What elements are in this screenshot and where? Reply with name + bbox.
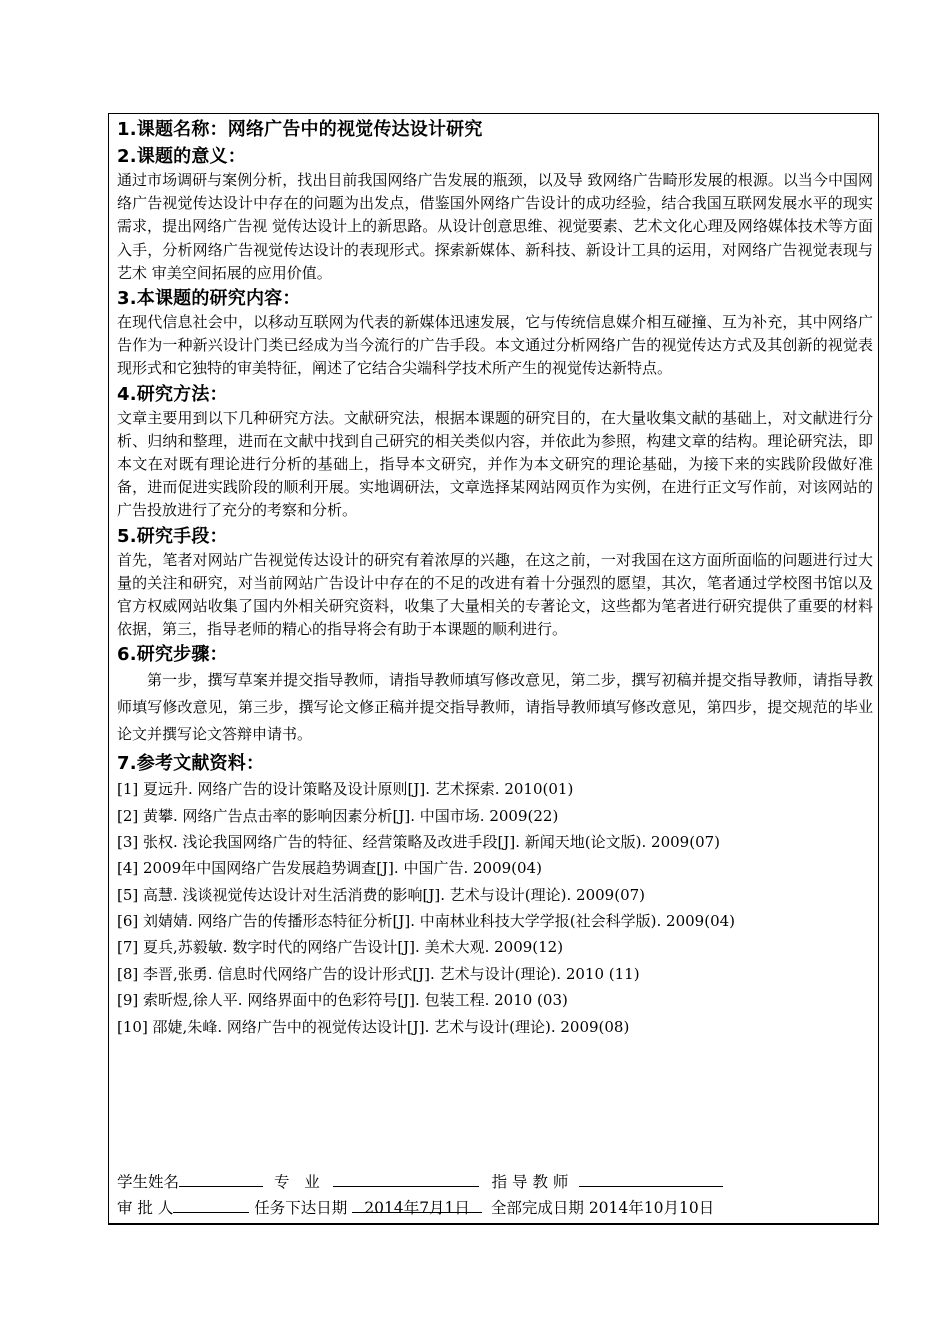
signature-row [117, 1170, 723, 1192]
section-body: 第一步，撰写草案并提交指导教师，请指导教师填写修改意见，第二步，撰写初稿并提交指导教师，请指导教师填写修改意见，第三步，撰写论文修正稿并提交指导教师，请指导教师填写修改意见，第四步，提交规范的毕业论文并撰写论文答辩申请书。 [117, 671, 873, 744]
section-body: 首先，笔者对网站广告视觉传达设计的研究有着浓厚的兴趣，在这之前，一对我国在这方面所面临的问题进行过大量的关注和研究，对当前网站广告设计中存在的不足的改进有着十分强烈的愿望，其次，笔者通过学校图书馆以及官方权威网站收集了国内外相关研究资料，收集了大量相关的专著论文，这些都为笔者进行研究提供了重要的材料依据，第三，指导老师的精心的指导将会有助于本课题的顺利进行。 [117, 550, 873, 639]
section-methods [117, 383, 873, 523]
advisor-label: 指 导 教 师 [491, 1173, 569, 1191]
assign-date-value [352, 1196, 482, 1217]
section-content [117, 287, 873, 381]
reference-item: [4] 2009年中国网络广告发展趋势调查[J]. 中国广告. 2009(04) [117, 859, 542, 878]
task-document [117, 118, 873, 1042]
reference-item: [10] 邵婕,朱峰. 网络广告中的视觉传达设计[J]. 艺术与设计(理论). 2009(08) [117, 1017, 630, 1036]
section-heading: 2.课题的意义： [117, 146, 246, 167]
section-references [117, 752, 873, 1040]
advisor-field[interactable] [579, 1170, 723, 1187]
student-name-field[interactable] [179, 1170, 263, 1187]
bottom-rule [108, 1223, 879, 1224]
reference-item: [9] 索昕煜,徐人平. 网络界面中的色彩符号[J]. 包装工程. 2010 (03) [117, 991, 568, 1010]
section-body: 通过市场调研与案例分析，找出目前我国网络广告发展的瓶颈，以及导 致网络广告畸形发展的根源。以当今中国网络广告视觉传达设计中存在的问题为出发点，借鉴国外网络广告设计的成功经验，结合我国互联网发展水平的现实需求，提出网络广告视 觉传达设计上的新思路。从设计创意思维、视觉要素、艺术文化心理及网络媒体技术等方面入手，分析网络广告视觉传达设计的表现形式。探索新媒体、新科技、新设计工具的运用，对网络广告视觉表现与艺术 审美空间拓展的应用价值。 [117, 171, 873, 282]
assign-date-label: 任务下达日期 [254, 1199, 348, 1217]
complete-date-value: 2014年10月10日 [588, 1199, 715, 1217]
student-name-label: 学生姓名 [117, 1173, 180, 1191]
major-field[interactable] [333, 1170, 479, 1187]
section-heading: 5.研究手段： [117, 525, 228, 547]
section-heading: 7.参考文献资料： [117, 753, 265, 775]
section-heading: 4.研究方法： [117, 383, 228, 405]
reference-item: [1] 夏远升. 网络广告的设计策略及设计原则[J]. 艺术探索. 2010(01) [117, 780, 574, 799]
approver-field[interactable] [173, 1196, 249, 1213]
section-body: 文章主要用到以下几种研究方法。文献研究法，根据本课题的研究目的，在大量收集文献的基础上，对文献进行分析、归纳和整理，进而在文献中找到自己研究的相关类似内容，并依此为参照，构建文章的结构。理论研究法，即本文在对既有理论进行分析的基础上，指导本文研究，并作为本文研究的理论基础，为接下来的实践阶段做好准备，进而促进实践阶段的顺利开展。实地调研法，文章选择某网站网页作为实例，在进行正文写作前，对该网站的广告投放进行了充分的考察和分析。 [117, 408, 873, 520]
approver-label: 审 批 人 [117, 1199, 174, 1217]
complete-date-label: 全部完成日期 [490, 1199, 584, 1217]
section-means [117, 525, 873, 642]
section-heading: 6.研究步骤： [117, 644, 228, 666]
section-heading: 3.本课题的研究内容： [117, 288, 301, 310]
reference-item: [7] 夏兵,苏毅敏. 数字时代的网络广告设计[J]. 美术大观. 2009(12) [117, 938, 564, 957]
reference-item: [3] 张权. 浅论我国网络广告的特征、经营策略及改进手段[J]. 新闻天地(论文版). 2009(07) [117, 833, 721, 852]
date-row [117, 1196, 714, 1218]
section-significance [117, 145, 873, 285]
reference-item: [2] 黄攀. 网络广告点击率的影响因素分析[J]. 中国市场. 2009(22) [117, 806, 559, 825]
assign-date-text: 2014年7月1日 [364, 1199, 470, 1217]
section-steps [117, 643, 873, 748]
reference-item: [8] 李晋,张勇. 信息时代网络广告的设计形式[J]. 艺术与设计(理论). 2010 (11) [117, 964, 640, 983]
section-body: 在现代信息社会中，以移动互联网为代表的新媒体迅速发展，它与传统信息媒介相互碰撞、互为补充，其中网络广告作为一种新兴设计门类已经成为当今流行的广告手段。本文通过分析网络广告的视觉传达方式及其创新的视觉表现形式和它独特的审美特征，阐述了它结合尖端科学技术所产生的视觉传达新特点。 [117, 313, 873, 378]
topic-title: 1.课题名称：网络广告中的视觉传达设计研究 [117, 119, 483, 140]
reference-item: [6] 刘婧婧. 网络广告的传播形态特征分析[J]. 中南林业科技大学学报(社会科学版). 2009(04) [117, 912, 736, 931]
major-label: 专 业 [273, 1173, 320, 1191]
reference-item: [5] 高慧. 浅谈视觉传达设计对生活消费的影响[J]. 艺术与设计(理论). 2009(07) [117, 885, 646, 904]
